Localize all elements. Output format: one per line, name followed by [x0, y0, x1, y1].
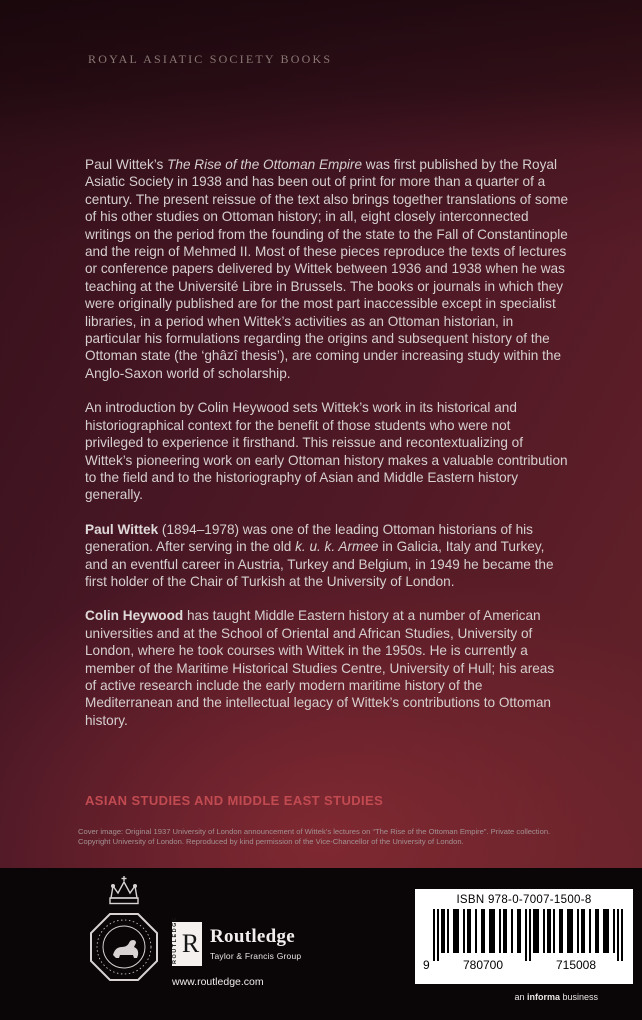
blurb	[85, 156, 569, 746]
cover-credit-line-1: Cover image: Original 1937 University of London announcement of Wittek’s lectures on “The Rise of the Ottoman Empire”. Private collection.	[78, 827, 551, 836]
author-bio-heywood	[85, 607, 569, 729]
ean-barcode-icon	[421, 909, 627, 971]
author-name-bold: Paul Wittek	[85, 521, 159, 537]
text-segment: (1894–1978) was one of the leading Ottoman historians of his generation. After serving in the old	[85, 521, 533, 555]
isbn-label: ISBN 978-0-7007-1500-8	[456, 894, 592, 906]
ean-digits-group1: 780700	[462, 958, 504, 971]
society-seal-icon	[88, 911, 160, 983]
cover-credit	[78, 827, 583, 847]
ean-digits-group2: 715008	[555, 958, 597, 971]
ean-digit-left: 9	[423, 958, 430, 971]
routledge-vertical-text: ROUTLEDGE	[172, 915, 178, 964]
blurb-paragraph-2: An introduction by Colin Heywood sets Wittek’s work in its historical and historiographical context for the benefit of those students who were not privileged to experience it firsthand. This reissue and recontextualizing of Wittek’s pioneering work on early Ottoman history makes a valuable contribution to the field and to the historiography of Asian and Middle Eastern history generally.	[85, 400, 568, 503]
footer-band	[0, 868, 642, 1020]
routledge-colophon-icon	[172, 915, 202, 966]
author-bio-wittek	[85, 521, 569, 591]
publisher-website: www.routledge.com	[172, 976, 264, 988]
publisher-group: Taylor & Francis Group	[210, 951, 302, 961]
routledge-r-letter: R	[181, 929, 200, 958]
series-label: ASIAN STUDIES AND MIDDLE EAST STUDIES	[85, 793, 384, 808]
text-segment: was first published by the Royal Asiatic Society in 1938 and has been out of print for more than a quarter of a century. The present reissue of the text also brings together translations of some of his other studies on Ottoman history; in all, eight closely interconnected writings on the period from the founding of the state to the Fall of Constantinople and the reign of Mehmed II. Most of these pieces reproduce the texts of lectures or conference papers delivered by Wittek between 1936 and 1938 when he was teaching at the Université Libre in Brussels. The books or journals in which they were originally published are for the most part inaccessible except in specialist libraries, in a period when Wittek’s activities as an Ottoman historian, in particular his formulations regarding the origins and subsequent history of the Ottoman state (the ‘ghâzî thesis’), are coming under increasing study within the Anglo-Saxon world of scholarship.	[85, 157, 569, 381]
blurb-paragraph-1	[85, 156, 569, 382]
imprint-header: ROYAL ASIATIC SOCIETY BOOKS	[88, 52, 333, 66]
text-segment: in Galicia, Italy and Turkey, and an eventful career in Austria, Turkey and Belgium, in 1949 he became the first holder of the Chair of Turkish at the University of London.	[85, 539, 554, 589]
isbn-barcode-block	[415, 889, 633, 984]
royal-asiatic-society-emblem	[86, 874, 162, 983]
publisher-name: Routledge	[210, 926, 296, 947]
text-segment: Paul Wittek’s	[85, 157, 168, 172]
text-segment: has taught Middle Eastern history at a number of American universities and at the School of Oriental and African Studies, University of London, where he took courses with Wittek in the 1950s. He is currently a member of the Maritime Historical Studies Centre, University of Hull; his areas of active research include the early modern maritime history of the Mediterranean and the intellectual legacy of Wittek’s contributions to Ottoman history.	[85, 608, 555, 728]
text-segment: business	[559, 992, 598, 1002]
informa-business-label	[514, 992, 598, 1002]
informa-wordmark: informa	[526, 992, 560, 1002]
cover-credit-line-2: Copyright University of London. Reproduced by kind permission of the Vice-Chancellor of the University of London.	[78, 836, 464, 846]
author-name-bold: Colin Heywood	[85, 608, 184, 624]
army-name-italic: k. u. k. Armee	[295, 539, 379, 555]
crown-icon	[103, 874, 145, 908]
text-segment: an	[514, 992, 527, 1002]
book-title-italic: The Rise of the Ottoman Empire	[167, 157, 363, 172]
publisher-logo-block	[172, 915, 302, 988]
